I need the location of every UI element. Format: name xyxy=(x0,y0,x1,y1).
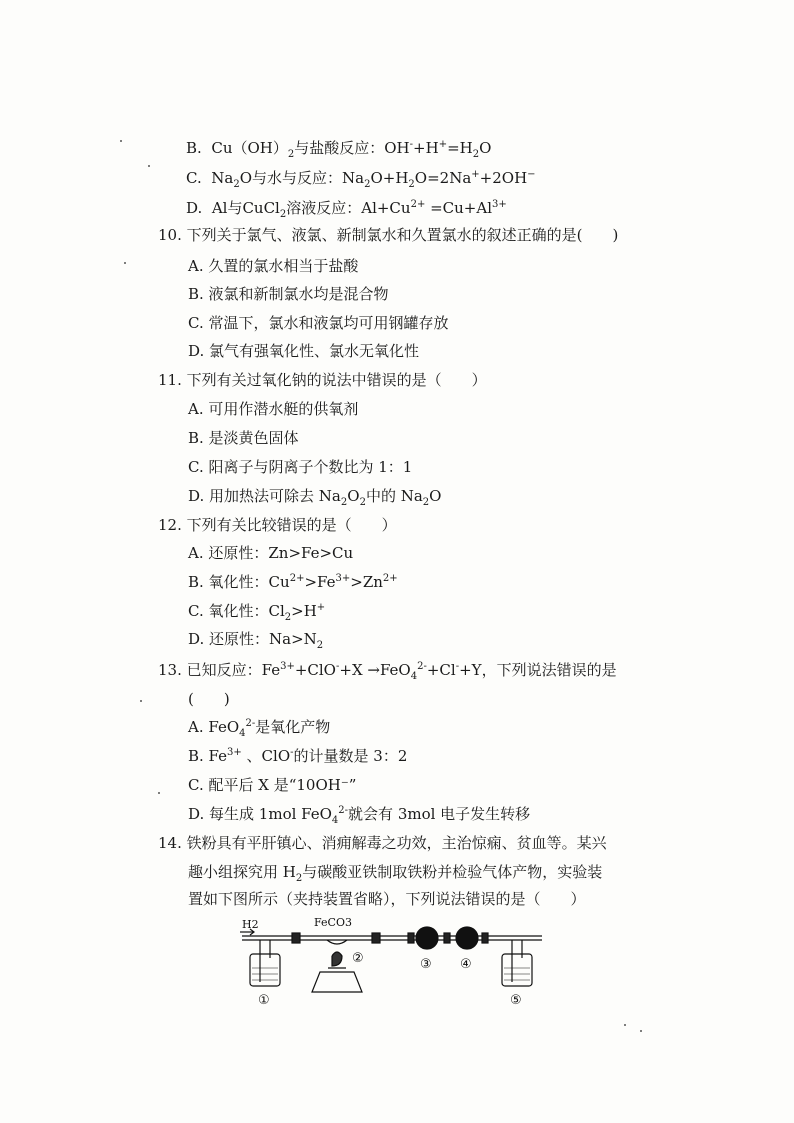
label-1: ① xyxy=(258,993,270,1008)
q11-option-a: A. 可用作潜水艇的供氧剂 xyxy=(188,400,359,418)
q9-option-b: B. $Cu(OH)_2$与盐酸反应：$OH^-+H^+=H_2O$ xyxy=(186,139,492,160)
q11-option-d: D. 用加热法可除去 $Na_2O_2$中的 $Na_2O$ xyxy=(188,487,442,508)
q10-option-b: B. 液氯和新制氯水均是混合物 xyxy=(188,285,389,303)
connector-2 xyxy=(372,933,380,943)
scan-speck xyxy=(158,792,160,794)
q9-option-c: C. $Na_2O$与水与反应：$Na_2O+H_2O=2Na^++2OH^-$ xyxy=(186,169,536,190)
scan-speck xyxy=(120,140,122,142)
label-4: ④ xyxy=(460,957,472,972)
scan-speck xyxy=(624,1024,626,1026)
label-5: ⑤ xyxy=(510,993,522,1008)
drying-ball-4 xyxy=(456,927,478,949)
scan-speck xyxy=(140,700,142,702)
feco3-label: FeCO3 xyxy=(314,916,352,929)
q10-stem: 10. 下列关于氯气、液氯、新制氯水和久置氯水的叙述正确的是( ) xyxy=(158,226,619,244)
q10-option-c: C. 常温下，氯水和液氯均可用钢罐存放 xyxy=(188,314,449,332)
connector-4 xyxy=(444,933,450,943)
q10-option-a: A. 久置的氯水相当于盐酸 xyxy=(188,257,359,275)
q11-stem: 11. 下列有关过氧化钠的说法中错误的是（ ） xyxy=(158,371,487,389)
h2-label: H2 xyxy=(242,918,259,931)
q9-option-d: D. Al与CuCl$_2$溶液反应：$Al+Cu^{2+} =Cu+Al^{3+}$ xyxy=(186,199,507,220)
scan-speck xyxy=(640,1030,642,1032)
label-3: ③ xyxy=(420,957,432,972)
connector-3 xyxy=(408,933,414,943)
q13-option-a: A. FeO$_4^{2-}$是氧化产物 xyxy=(188,718,331,739)
q14-stem-line2: 趣小组探究用 $H_2$与碳酸亚铁制取铁粉并检验气体产物，实验装 xyxy=(188,863,603,884)
q11-option-b: B. 是淡黄色固体 xyxy=(188,429,299,447)
label-2: ② xyxy=(352,951,364,966)
connector-5 xyxy=(482,933,488,943)
q14-stem-line3: 置如下图所示（夹持装置省略），下列说法错误的是（ ） xyxy=(188,890,586,908)
connector-1 xyxy=(292,933,300,943)
q13-option-d: D. 每生成 1mol FeO$_4^{2-}$就会有 3mol 电子发生转移 xyxy=(188,805,531,826)
bottle-1 xyxy=(250,954,280,986)
q13-option-c: C. 配平后 X 是“10OH⁻” xyxy=(188,776,357,794)
q13-option-b: B. $Fe^{3+}$ 、ClO-的计量数是 3：2 xyxy=(188,747,408,765)
q10-option-d: D. 氯气有强氧化性、氯水无氧化性 xyxy=(188,342,420,360)
q12-option-c: C. 氧化性：$Cl_2>H^+$ xyxy=(188,602,326,623)
q12-option-d: D. 还原性：$Na>N_2$ xyxy=(188,630,324,651)
q11-option-c: C. 阳离子与阴离子个数比为 1：1 xyxy=(188,458,413,476)
flame xyxy=(332,952,342,966)
q12-option-b: B. 氧化性：$Cu^{2+}>Fe^{3+}>Zn^{2+}$ xyxy=(188,573,398,591)
q12-stem: 12. 下列有关比较错误的是（ ） xyxy=(158,516,397,534)
alcohol-lamp xyxy=(312,972,362,992)
q12-option-a: A. 还原性：Zn>Fe>Cu xyxy=(188,544,354,562)
bottle-5 xyxy=(502,954,532,986)
drying-ball-3 xyxy=(416,927,438,949)
scan-speck xyxy=(148,165,150,167)
q13-stem: 13. 已知反应：$Fe^{3+}+ClO^-+X \to FeO_4^{2-}+Cl^-+Y$，下列说法错误的是 xyxy=(158,661,617,682)
q14-stem-line1: 14. 铁粉具有平肝镇心、消痈解毒之功效，主治惊痫、贫血等。某兴 xyxy=(158,834,607,852)
apparatus-diagram xyxy=(232,912,552,1012)
scan-speck xyxy=(124,262,126,264)
q13-stem-cont: ( ) xyxy=(188,690,230,708)
